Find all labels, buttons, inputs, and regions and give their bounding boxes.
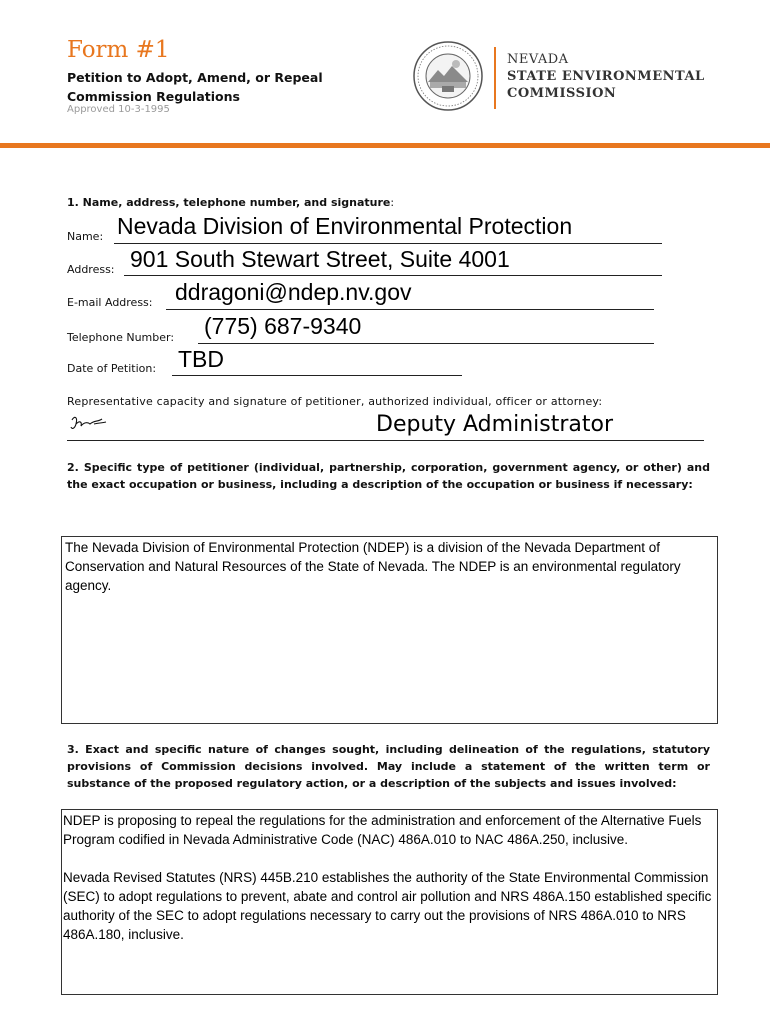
changes-sought-paragraph-1: NDEP is proposing to repeal the regulations for the administration and enforcement of the Alternative Fuels Program codified in Nevada Administrative Code (NAC) 486A.010 to NAC 486A.250, inclusive. — [63, 813, 702, 847]
address-underline — [124, 275, 662, 276]
header-divider — [494, 47, 496, 109]
subtitle-line-1: Petition to Adopt, Amend, or Repeal — [67, 70, 323, 85]
email-underline — [166, 309, 654, 310]
subtitle-line-2: Commission Regulations — [67, 89, 240, 104]
representative-capacity-field[interactable]: Deputy Administrator — [376, 412, 613, 437]
changes-sought-paragraph-2: Nevada Revised Statutes (NRS) 445B.210 establishes the authority of the State Environmental Commission (SEC) to adopt regulations to prevent, abate and control air pollution and NRS 486A.150 established specific authority of the SEC to adopt regulations necessary to carry out the provisions of NRS 486A.010 to NRS 486A.180, inclusive. — [63, 870, 712, 942]
email-label: E-mail Address: — [67, 296, 153, 309]
section-1-heading: 1. Name, address, telephone number, and signature: — [67, 196, 395, 209]
email-field[interactable]: ddragoni@ndep.nv.gov — [175, 279, 412, 305]
agency-line-1: NEVADA — [507, 52, 569, 67]
agency-name — [507, 51, 705, 102]
section-2-heading: 2. Specific type of petitioner (individual, partnership, corporation, government agency, or other) and the exact occupation or business, including a description of the occupation or business if necessary: — [67, 461, 710, 491]
address-field[interactable]: 901 South Stewart Street, Suite 4001 — [130, 246, 510, 272]
state-seal-icon — [412, 40, 484, 112]
agency-line-3: COMMISSION — [507, 86, 617, 101]
name-field[interactable]: Nevada Division of Environmental Protection — [117, 213, 573, 239]
signature-underline — [67, 440, 704, 441]
date-field[interactable]: TBD — [178, 346, 224, 372]
petitioner-type-text: The Nevada Division of Environmental Protection (NDEP) is a division of the Nevada Department of Conservation and Natural Resources of the State of Nevada. The NDEP is an environmental regulatory agency. — [65, 540, 681, 593]
form-title: Form #1 — [67, 37, 170, 63]
date-underline — [172, 375, 462, 376]
phone-field[interactable]: (775) 687-9340 — [204, 313, 362, 339]
approved-date: Approved 10-3-1995 — [67, 104, 170, 115]
representative-label: Representative capacity and signature of petitioner, authorized individual, officer or attorney: — [67, 395, 603, 408]
header-rule — [0, 143, 770, 148]
address-label: Address: — [67, 263, 115, 276]
signature-icon — [66, 412, 110, 436]
petitioner-type-box[interactable] — [61, 536, 718, 724]
name-underline — [114, 243, 662, 244]
date-label: Date of Petition: — [67, 362, 157, 375]
agency-line-2: STATE ENVIRONMENTAL — [507, 69, 705, 84]
phone-underline — [198, 343, 654, 344]
phone-label: Telephone Number: — [67, 331, 175, 344]
section-3-heading: 3. Exact and specific nature of changes sought, including delineation of the regulations, statutory provisions of Commission decisions involved. May include a statement of the written term or substance of the proposed regulatory action, or a description of the subjects and issues involved: — [67, 743, 710, 790]
form-subtitle — [67, 68, 367, 106]
name-label: Name: — [67, 230, 104, 243]
changes-sought-box[interactable] — [61, 809, 718, 995]
